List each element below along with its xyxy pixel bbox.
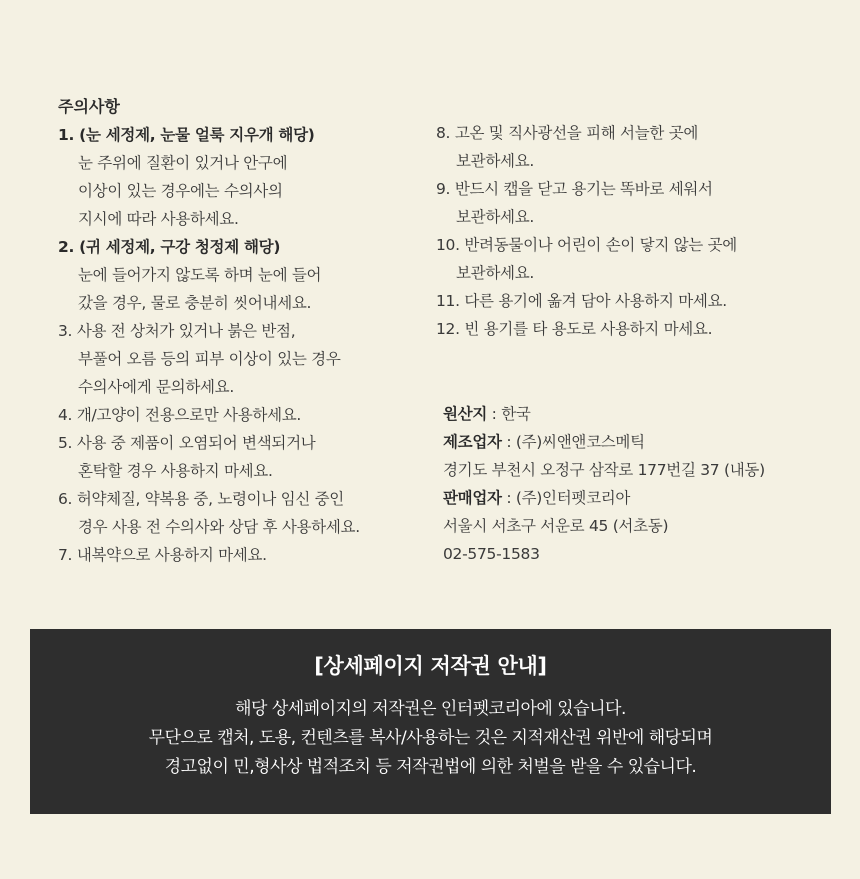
caution-item-2-line-1: 2. (귀 세정제, 구강 청정제 해당) <box>58 238 281 256</box>
caution-item-9-line-1: 9. 반드시 캡을 닫고 용기는 똑바로 세워서 <box>436 180 713 198</box>
caution-left-column <box>58 93 438 569</box>
seller-value: : (주)인터펫코리아 <box>501 489 631 507</box>
seller-row <box>443 484 765 512</box>
caution-item-2-line-3: 갔을 경우, 물로 충분히 씻어내세요. <box>78 294 312 312</box>
origin-label: 원산지 <box>443 405 488 423</box>
caution-item-12 <box>436 315 856 343</box>
caution-item-8-line-2: 보관하세요. <box>456 152 534 170</box>
caution-item-9-line-2: 보관하세요. <box>456 208 534 226</box>
caution-item-5-line-2: 혼탁할 경우 사용하지 마세요. <box>78 462 273 480</box>
caution-item-6 <box>58 485 438 541</box>
origin-row <box>443 400 765 428</box>
copyright-line-2: 무단으로 캡처, 도용, 컨텐츠를 복사/사용하는 것은 지적재산권 위반에 해당되며 <box>148 728 713 748</box>
caution-item-3-line-3: 수의사에게 문의하세요. <box>78 378 234 396</box>
caution-item-11-line-1: 11. 다른 용기에 옮겨 담아 사용하지 마세요. <box>436 292 727 310</box>
caution-item-4-line-1: 4. 개/고양이 전용으로만 사용하세요. <box>58 406 302 424</box>
copyright-line-1: 해당 상세페이지의 저작권은 인터펫코리아에 있습니다. <box>235 699 626 719</box>
caution-item-10-line-1: 10. 반려동물이나 어린이 손이 닿지 않는 곳에 <box>436 236 737 254</box>
copyright-title: [상세페이지 저작권 안내] <box>314 654 547 678</box>
caution-item-3 <box>58 317 438 401</box>
copyright-body <box>30 695 831 782</box>
caution-item-1-line-2: 눈 주위에 질환이 있거나 안구에 <box>78 154 288 172</box>
caution-item-11 <box>436 287 856 315</box>
caution-item-6-line-2: 경우 사용 전 수의사와 상담 후 사용하세요. <box>78 518 360 536</box>
caution-item-7-line-1: 7. 내복약으로 사용하지 마세요. <box>58 546 267 564</box>
caution-item-8-line-1: 8. 고온 및 직사광선을 피해 서늘한 곳에 <box>436 124 699 142</box>
maker-label: 제조업자 <box>443 433 502 451</box>
caution-item-7 <box>58 541 438 569</box>
caution-item-2 <box>58 233 438 317</box>
caution-item-1-line-3: 이상이 있는 경우에는 수의사의 <box>78 182 283 200</box>
caution-item-1 <box>58 121 438 233</box>
caution-item-1-line-4: 지시에 따라 사용하세요. <box>78 210 239 228</box>
seller-label: 판매업자 <box>443 489 502 507</box>
caution-item-3-line-1: 3. 사용 전 상처가 있거나 붉은 반점, <box>58 322 296 340</box>
caution-right-column <box>436 119 856 343</box>
caution-item-1-line-1: 1. (눈 세정제, 눈물 얼룩 지우개 해당) <box>58 126 315 144</box>
seller-address: 서울시 서초구 서운로 45 (서초동) <box>443 517 669 535</box>
origin-value: : 한국 <box>487 405 531 423</box>
maker-value: : (주)씨앤앤코스메틱 <box>501 433 645 451</box>
phone-number: 02-575-1583 <box>443 545 540 563</box>
caution-item-9 <box>436 175 856 231</box>
caution-title: 주의사항 <box>58 97 120 116</box>
caution-item-5 <box>58 429 438 485</box>
copyright-line-3: 경고없이 민,형사상 법적조치 등 저작권법에 의한 처벌을 받을 수 있습니다. <box>164 757 697 777</box>
caution-item-10-line-2: 보관하세요. <box>456 264 534 282</box>
caution-item-12-line-1: 12. 빈 용기를 타 용도로 사용하지 마세요. <box>436 320 713 338</box>
product-info <box>443 400 765 568</box>
caution-item-10 <box>436 231 856 287</box>
caution-item-4 <box>58 401 438 429</box>
caution-item-2-line-2: 눈에 들어가지 않도록 하며 눈에 들어 <box>78 266 322 284</box>
caution-item-8 <box>436 119 856 175</box>
maker-row <box>443 428 765 456</box>
caution-item-5-line-1: 5. 사용 중 제품이 오염되어 변색되거나 <box>58 434 316 452</box>
copyright-notice <box>30 629 831 814</box>
caution-item-3-line-2: 부풀어 오름 등의 피부 이상이 있는 경우 <box>78 350 341 368</box>
caution-item-6-line-1: 6. 허약체질, 약복용 중, 노령이나 임신 중인 <box>58 490 344 508</box>
maker-address: 경기도 부천시 오정구 삼작로 177번길 37 (내동) <box>443 461 765 479</box>
